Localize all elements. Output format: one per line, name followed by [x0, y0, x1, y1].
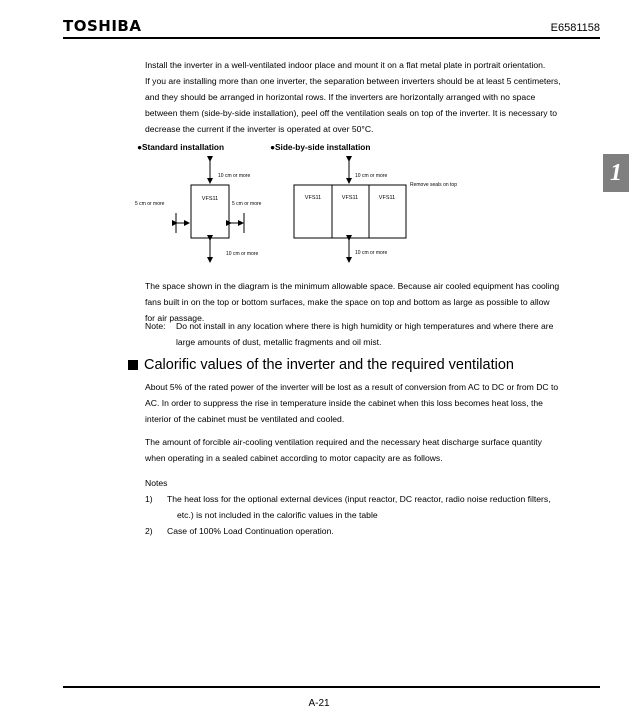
calorific-paragraph-2: [145, 434, 542, 466]
right-clearance-label: 5 cm or more: [232, 201, 262, 207]
text-line: AC. In order to suppress the rise in temperature inside the cabinet when this loss becomes heat loss, the: [145, 398, 543, 408]
text-line: If you are installing more than one inverter, the separation between inverters should be at least 5 centimeters,: [145, 76, 561, 86]
note-item: [167, 523, 334, 539]
chapter-tab[interactable]: 1: [603, 154, 629, 192]
header-rule: [63, 37, 600, 39]
text-line: About 5% of the rated power of the inverter will be lost as a result of conversion from AC to DC or from DC to: [145, 382, 559, 392]
inverter-label: VFS11: [378, 195, 396, 201]
text-line: when operating in a sealed cabinet according to motor capacity are as follows.: [145, 453, 443, 463]
text-line: between them (side-by-side installation), peel off the ventilation seals on top of the inverter. It is necessary to: [145, 108, 558, 118]
calorific-paragraph-1: [145, 379, 558, 427]
inverter-unit-1: [294, 185, 332, 238]
text-line: The space shown in the diagram is the minimum allowable space. Because air cooled equipment has cooling: [145, 281, 560, 291]
side-by-side-installation-label: ●Side-by-side installation: [270, 142, 371, 152]
text-line: fans built in on the top or bottom surfaces, make the space on top and bottom as large as possible to allow: [145, 297, 550, 307]
section-heading: [128, 357, 514, 373]
top-clearance-label: 10 cm or more: [218, 173, 251, 179]
text-line: The heat loss for the optional external devices (input reactor, DC reactor, radio noise reduction filters,: [167, 494, 551, 504]
bottom-clearance-label: 10 cm or more: [226, 251, 259, 257]
intro-paragraph: [145, 57, 561, 137]
installation-diagram: [130, 155, 510, 270]
text-line: Case of 100% Load Continuation operation.: [167, 526, 334, 536]
note-label: Note:: [145, 321, 166, 331]
text-line: interior of the cabinet must be ventilated and cooled.: [145, 414, 345, 424]
text-line: Install the inverter in a well-ventilated indoor place and mount it on a flat metal plate in portrait orientation.: [145, 60, 546, 70]
seal-note: Remove seals on top: [410, 182, 457, 188]
note-item: [167, 491, 551, 523]
bottom-clearance-label: 10 cm or more: [355, 250, 388, 256]
inverter-unit-2: [332, 185, 369, 238]
inverter-label: VFS11: [201, 196, 219, 202]
brand-logo: TOSHIBA: [63, 17, 142, 35]
notes-title: Notes: [145, 478, 168, 488]
text-line: etc.) is not included in the calorific values in the table: [177, 510, 378, 520]
top-clearance-label: 10 cm or more: [355, 173, 388, 179]
text-line: The amount of forcible air-cooling ventilation required and the necessary heat discharge surface quantity: [145, 437, 542, 447]
document-number: E6581158: [550, 22, 600, 34]
text-line: for air passage.: [145, 313, 205, 323]
note-number: 2): [145, 526, 153, 536]
note-number: 1): [145, 494, 153, 504]
inverter-label: VFS11: [304, 195, 322, 201]
inverter-unit-standard: [191, 185, 229, 238]
text-line: Do not install in any location where there is high humidity or high temperatures and where there are: [176, 321, 554, 331]
inverter-unit-3: [369, 185, 406, 238]
heading-square-icon: [128, 360, 138, 370]
footer-rule: [63, 686, 600, 688]
section-heading-text: Calorific values of the inverter and the required ventilation: [144, 357, 514, 373]
left-clearance-label: 5 cm or more: [135, 201, 165, 207]
text-line: decrease the current if the inverter is operated at over 50°C.: [145, 124, 374, 134]
inverter-label: VFS11: [341, 195, 359, 201]
note-text: [176, 318, 553, 350]
text-line: large amounts of dust, metallic fragments and oil mist.: [176, 337, 382, 347]
text-line: and they should be arranged in horizontal rows. If the inverters are horizontally arranged with no space: [145, 92, 536, 102]
standard-installation-label: ●Standard installation: [137, 142, 225, 152]
page-number: A-21: [308, 698, 330, 709]
